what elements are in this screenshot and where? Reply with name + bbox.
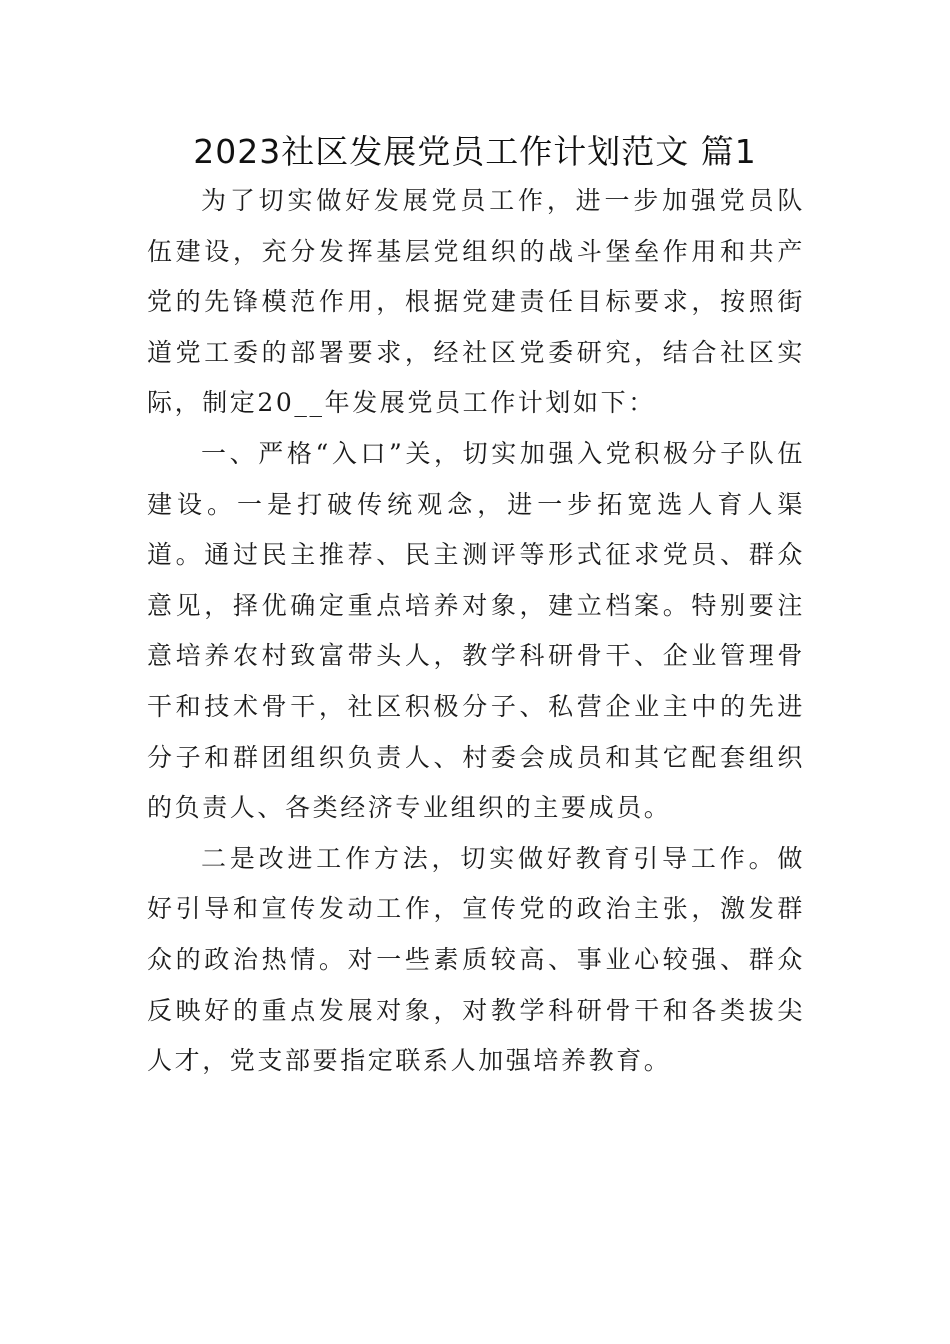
document-title: 2023社区发展党员工作计划范文 篇1 (193, 132, 757, 171)
paragraph-section-one: 一、严格“入口”关，切实加强入党积极分子队伍建设。一是打破传统观念，进一步拓宽选人育人渠道。通过民主推荐、民主测评等形式征求党员、群众意见，择优确定重点培养对象，建立档案。特别要注意培养农村致富带头人，教学科研骨干、企业管理骨干和技术骨干，社区积极分子、私营企业主中的先进分子和群团组织负责人、村委会成员和其它配套组织的负责人、各类经济专业组织的主要成员。 (147, 438, 805, 823)
document-body (147, 176, 805, 1087)
paragraph-intro: 为了切实做好发展党员工作，进一步加强党员队伍建设，充分发挥基层党组织的战斗堡垒作用和共产党的先锋模范作用，根据党建责任目标要求，按照街道党工委的部署要求，经社区党委研究，结合社区实际，制定20__年发展党员工作计划如下： (147, 186, 805, 418)
paragraph-section-two: 二是改进工作方法，切实做好教育引导工作。做好引导和宣传发动工作，宣传党的政治主张，激发群众的政治热情。对一些素质较高、事业心较强、群众反映好的重点发展对象，对教学科研骨干和各类拔尖人才，党支部要指定联系人加强培养教育。 (147, 843, 805, 1076)
